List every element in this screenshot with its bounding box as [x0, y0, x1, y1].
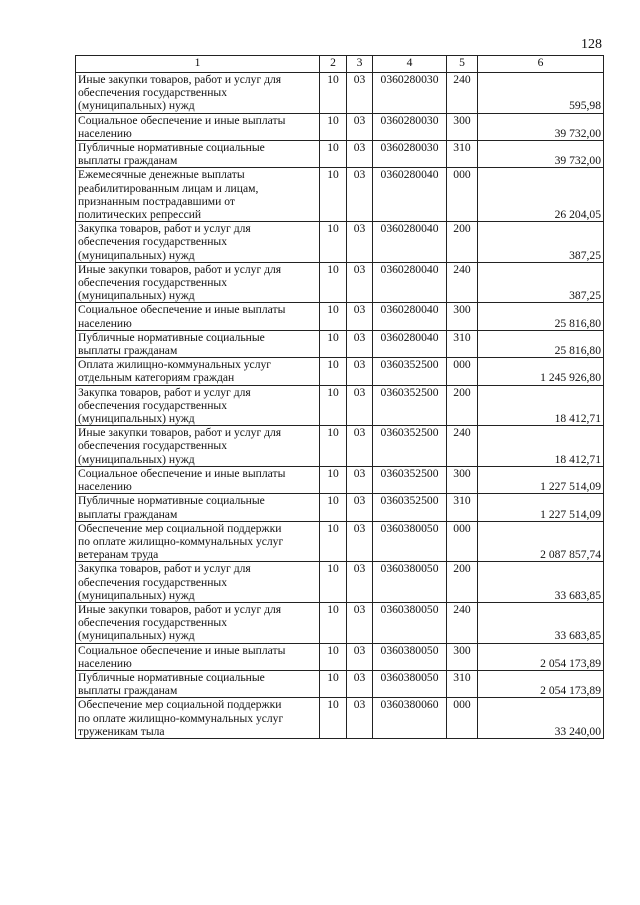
amount-cell: 18 412,71 [478, 385, 604, 426]
table-row [76, 670, 604, 697]
section-code-cell: 10 [320, 73, 347, 114]
target-article-cell: 0360280030 [373, 141, 447, 168]
expense-type-cell: 310 [447, 670, 478, 697]
target-article-cell: 0360352500 [373, 494, 447, 521]
expense-name-cell [76, 73, 320, 114]
expense-type-cell: 200 [447, 222, 478, 263]
table-row [76, 168, 604, 222]
column-header: 6 [478, 56, 604, 73]
target-article-cell: 0360380050 [373, 602, 447, 643]
section-code-cell: 10 [320, 385, 347, 426]
table-row [76, 643, 604, 670]
expense-name-line: политических репрессий [78, 208, 202, 222]
section-code-cell: 10 [320, 698, 347, 739]
expense-name-line: Социальное обеспечение и иные выплаты [78, 466, 286, 480]
expense-type-cell: 310 [447, 330, 478, 357]
expense-type-cell: 000 [447, 358, 478, 385]
expense-name-line: Социальное обеспечение и иные выплаты [78, 303, 286, 317]
target-article-cell: 0360380050 [373, 670, 447, 697]
section-code-cell: 10 [320, 643, 347, 670]
section-code-cell: 10 [320, 330, 347, 357]
expense-name-line: населению [78, 480, 132, 494]
target-article-cell: 0360380050 [373, 643, 447, 670]
expense-name-line: обеспечения государственных [78, 575, 228, 589]
target-article-cell: 0360380050 [373, 521, 447, 562]
expense-name-line: Иные закупки товаров, работ и услуг для [78, 73, 282, 86]
expense-name-line: по оплате жилищно-коммунальных услуг [78, 711, 284, 725]
expense-name-line: выплаты гражданам [78, 684, 178, 698]
subsection-code-cell: 03 [347, 602, 373, 643]
amount-cell: 387,25 [478, 222, 604, 263]
table-row [76, 426, 604, 467]
expense-type-cell: 310 [447, 141, 478, 168]
expense-type-cell: 310 [447, 494, 478, 521]
target-article-cell: 0360280030 [373, 73, 447, 114]
expense-name-line: выплаты гражданам [78, 507, 178, 521]
expense-name-cell [76, 385, 320, 426]
expense-name-line: Социальное обеспечение и иные выплаты [78, 113, 286, 127]
expense-name-line: признанным пострадавшими от [78, 194, 235, 208]
expense-name-cell [76, 113, 320, 140]
target-article-cell: 0360280040 [373, 222, 447, 263]
subsection-code-cell: 03 [347, 494, 373, 521]
expense-type-cell: 240 [447, 426, 478, 467]
expense-name-line: обеспечения государственных [78, 235, 228, 249]
expense-type-cell: 240 [447, 73, 478, 114]
amount-cell: 33 240,00 [478, 698, 604, 739]
expense-name-cell [76, 358, 320, 385]
expense-name-line: Иные закупки товаров, работ и услуг для [78, 602, 282, 616]
expense-name-line: обеспечения государственных [78, 439, 228, 453]
target-article-cell: 0360280040 [373, 262, 447, 303]
table-row [76, 330, 604, 357]
table-row [76, 303, 604, 330]
expense-name-cell [76, 698, 320, 739]
table-row [76, 113, 604, 140]
subsection-code-cell: 03 [347, 168, 373, 222]
table-row [76, 385, 604, 426]
section-code-cell: 10 [320, 141, 347, 168]
expense-type-cell: 200 [447, 562, 478, 603]
expense-type-cell: 300 [447, 303, 478, 330]
section-code-cell: 10 [320, 602, 347, 643]
expense-name-cell [76, 643, 320, 670]
subsection-code-cell: 03 [347, 426, 373, 467]
expense-name-line: Обеспечение мер социальной поддержки [78, 698, 282, 712]
target-article-cell: 0360352500 [373, 426, 447, 467]
section-code-cell: 10 [320, 494, 347, 521]
expense-name-line: Обеспечение мер социальной поддержки [78, 521, 282, 535]
column-header: 2 [320, 56, 347, 73]
expense-name-line: Публичные нормативные социальные [78, 494, 265, 508]
table-row [76, 562, 604, 603]
expense-name-cell [76, 168, 320, 222]
section-code-cell: 10 [320, 670, 347, 697]
expense-name-line: выплаты гражданам [78, 344, 178, 358]
expense-name-line: Оплата жилищно-коммунальных услуг [78, 358, 272, 372]
expense-type-cell: 200 [447, 385, 478, 426]
target-article-cell: 0360280040 [373, 168, 447, 222]
expense-name-cell [76, 303, 320, 330]
expense-type-cell: 000 [447, 168, 478, 222]
section-code-cell: 10 [320, 262, 347, 303]
table-body [76, 73, 604, 739]
amount-cell: 39 732,00 [478, 141, 604, 168]
table-row [76, 73, 604, 114]
amount-cell: 39 732,00 [478, 113, 604, 140]
table-row [76, 698, 604, 739]
subsection-code-cell: 03 [347, 643, 373, 670]
subsection-code-cell: 03 [347, 262, 373, 303]
expense-name-line: Социальное обеспечение и иные выплаты [78, 643, 286, 657]
amount-cell: 2 054 173,89 [478, 643, 604, 670]
table-row [76, 521, 604, 562]
expense-name-line: (муниципальных) нужд [78, 248, 195, 262]
expense-name-cell [76, 426, 320, 467]
amount-cell: 595,98 [478, 73, 604, 114]
target-article-cell: 0360280040 [373, 330, 447, 357]
expense-name-line: Закупка товаров, работ и услуг для [78, 385, 251, 399]
subsection-code-cell: 03 [347, 670, 373, 697]
expense-name-line: (муниципальных) нужд [78, 412, 195, 426]
subsection-code-cell: 03 [347, 358, 373, 385]
expense-name-line: обеспечения государственных [78, 86, 228, 100]
expense-name-cell [76, 494, 320, 521]
expense-name-cell [76, 141, 320, 168]
subsection-code-cell: 03 [347, 466, 373, 493]
subsection-code-cell: 03 [347, 698, 373, 739]
subsection-code-cell: 03 [347, 73, 373, 114]
expense-type-cell: 000 [447, 698, 478, 739]
expense-name-cell [76, 330, 320, 357]
amount-cell: 33 683,85 [478, 562, 604, 603]
expense-name-cell [76, 670, 320, 697]
expense-name-line: обеспечения государственных [78, 398, 228, 412]
expense-type-cell: 000 [447, 521, 478, 562]
subsection-code-cell: 03 [347, 141, 373, 168]
expense-type-cell: 300 [447, 113, 478, 140]
section-code-cell: 10 [320, 222, 347, 263]
section-code-cell: 10 [320, 562, 347, 603]
subsection-code-cell: 03 [347, 303, 373, 330]
amount-cell: 25 816,80 [478, 330, 604, 357]
section-code-cell: 10 [320, 358, 347, 385]
expense-name-line: выплаты гражданам [78, 154, 178, 168]
amount-cell: 26 204,05 [478, 168, 604, 222]
table-header-row [76, 56, 604, 73]
subsection-code-cell: 03 [347, 562, 373, 603]
expense-name-cell [76, 562, 320, 603]
page-number: 128 [581, 37, 602, 52]
column-header: 3 [347, 56, 373, 73]
section-code-cell: 10 [320, 113, 347, 140]
section-code-cell: 10 [320, 303, 347, 330]
expense-name-line: по оплате жилищно-коммунальных услуг [78, 534, 284, 548]
expense-name-line: Закупка товаров, работ и услуг для [78, 222, 251, 236]
table-row [76, 602, 604, 643]
expense-name-line: реабилитированным лицам и лицам, [78, 181, 259, 195]
expense-name-cell [76, 222, 320, 263]
subsection-code-cell: 03 [347, 330, 373, 357]
expense-type-cell: 240 [447, 602, 478, 643]
expense-name-line: населению [78, 126, 132, 140]
expense-name-cell [76, 466, 320, 493]
target-article-cell: 0360380060 [373, 698, 447, 739]
expense-name-line: Публичные нормативные социальные [78, 330, 265, 344]
table-row [76, 262, 604, 303]
expense-name-line: Ежемесячные денежные выплаты [78, 168, 245, 182]
expense-name-line: (муниципальных) нужд [78, 588, 195, 602]
expense-name-line: Закупка товаров, работ и услуг для [78, 562, 251, 576]
expense-name-line: (муниципальных) нужд [78, 99, 195, 113]
section-code-cell: 10 [320, 426, 347, 467]
table-row [76, 466, 604, 493]
amount-cell: 25 816,80 [478, 303, 604, 330]
amount-cell: 2 087 857,74 [478, 521, 604, 562]
amount-cell: 2 054 173,89 [478, 670, 604, 697]
expense-name-line: отдельным категориям граждан [78, 371, 235, 385]
expense-name-cell [76, 602, 320, 643]
expense-name-line: (муниципальных) нужд [78, 452, 195, 466]
expense-type-cell: 300 [447, 643, 478, 670]
expense-name-line: обеспечения государственных [78, 616, 228, 630]
expense-name-line: населению [78, 656, 132, 670]
expense-name-line: (муниципальных) нужд [78, 289, 195, 303]
subsection-code-cell: 03 [347, 113, 373, 140]
target-article-cell: 0360352500 [373, 466, 447, 493]
amount-cell: 33 683,85 [478, 602, 604, 643]
target-article-cell: 0360352500 [373, 385, 447, 426]
expense-name-cell [76, 262, 320, 303]
target-article-cell: 0360352500 [373, 358, 447, 385]
table-row [76, 222, 604, 263]
expense-name-cell [76, 521, 320, 562]
expense-name-line: Иные закупки товаров, работ и услуг для [78, 262, 282, 276]
expense-type-cell: 240 [447, 262, 478, 303]
amount-cell: 1 245 926,80 [478, 358, 604, 385]
amount-cell: 1 227 514,09 [478, 494, 604, 521]
amount-cell: 18 412,71 [478, 426, 604, 467]
expense-type-cell: 300 [447, 466, 478, 493]
expense-name-line: труженикам тыла [78, 724, 165, 738]
expense-name-line: Иные закупки товаров, работ и услуг для [78, 426, 282, 440]
table-row [76, 494, 604, 521]
expense-name-line: обеспечения государственных [78, 276, 228, 290]
column-header: 5 [447, 56, 478, 73]
column-header: 1 [76, 56, 320, 73]
section-code-cell: 10 [320, 466, 347, 493]
amount-cell: 1 227 514,09 [478, 466, 604, 493]
target-article-cell: 0360280040 [373, 303, 447, 330]
column-header: 4 [373, 56, 447, 73]
section-code-cell: 10 [320, 168, 347, 222]
amount-cell: 387,25 [478, 262, 604, 303]
expense-name-line: населению [78, 316, 132, 330]
expense-name-line: ветеранам труда [78, 548, 159, 562]
target-article-cell: 0360380050 [373, 562, 447, 603]
table-row [76, 358, 604, 385]
expense-name-line: (муниципальных) нужд [78, 629, 195, 643]
budget-table [75, 55, 604, 739]
section-code-cell: 10 [320, 521, 347, 562]
subsection-code-cell: 03 [347, 222, 373, 263]
target-article-cell: 0360280030 [373, 113, 447, 140]
expense-name-line: Публичные нормативные социальные [78, 670, 265, 684]
table-row [76, 141, 604, 168]
subsection-code-cell: 03 [347, 385, 373, 426]
subsection-code-cell: 03 [347, 521, 373, 562]
expense-name-line: Публичные нормативные социальные [78, 141, 265, 155]
